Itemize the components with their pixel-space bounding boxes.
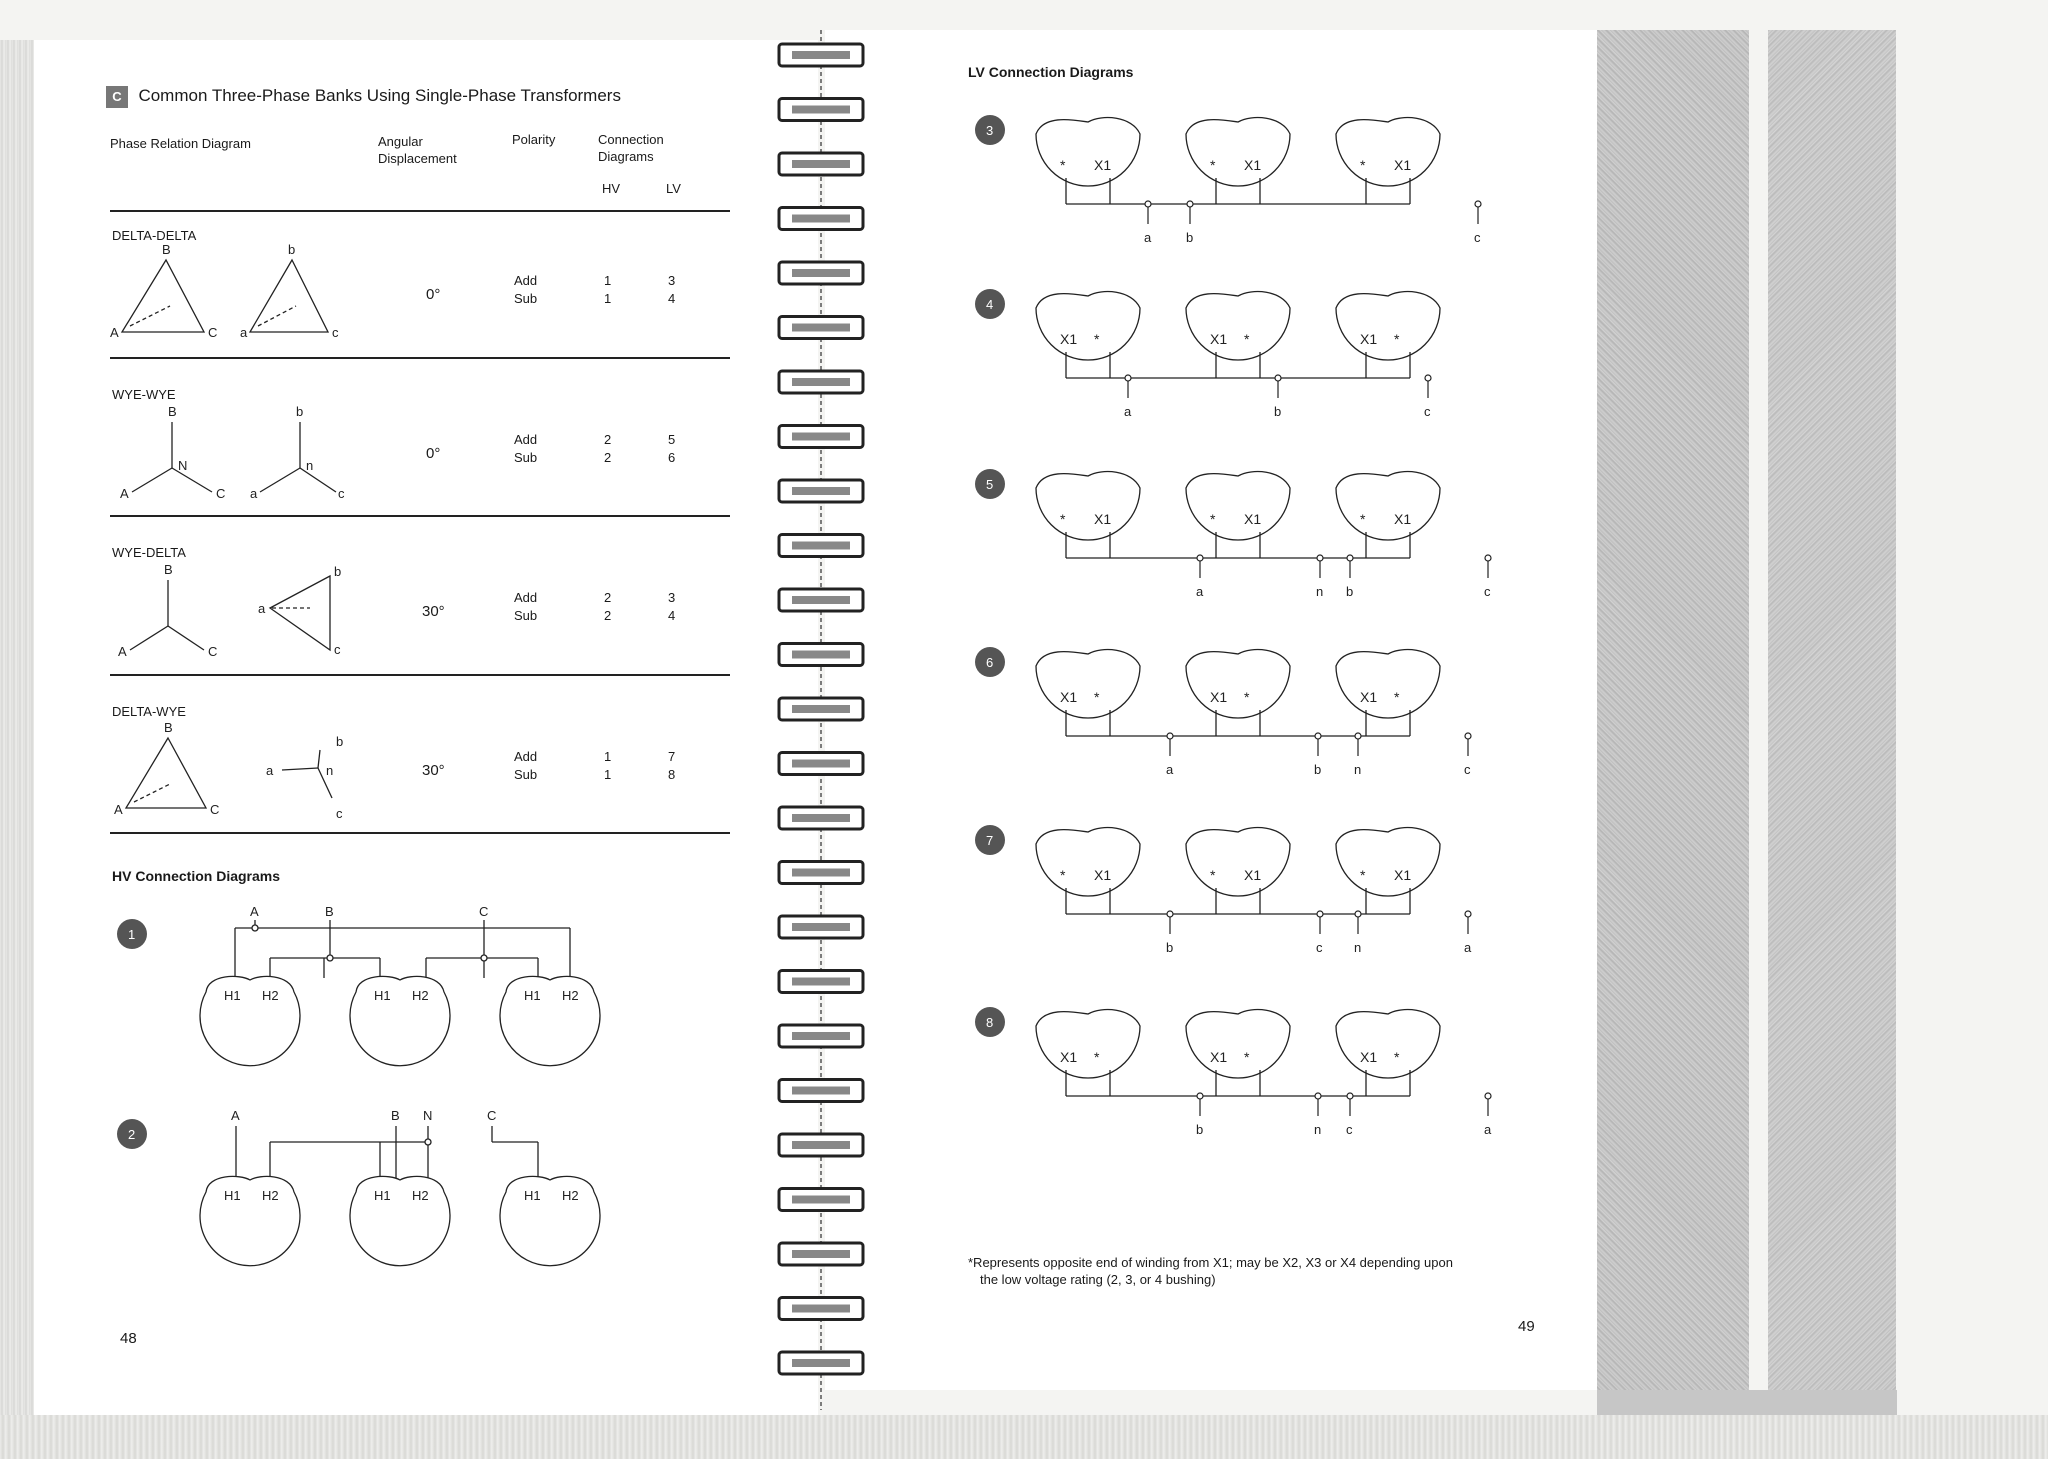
- polarity-sub: Sub: [514, 767, 538, 782]
- neutral-label: n: [326, 763, 334, 778]
- page-title: Common Three-Phase Banks Using Single-Phase Transformers: [138, 86, 621, 105]
- lv-value: 4: [668, 291, 676, 306]
- binding-ring-shadow: [792, 760, 850, 768]
- coil-label: H2: [412, 988, 429, 1003]
- terminal-label: b: [1314, 762, 1322, 777]
- bushing-label: X1: [1094, 867, 1112, 883]
- bushing-label: *: [1360, 157, 1366, 173]
- diagram-number: 5: [986, 477, 994, 492]
- lv-diagram-8: [968, 1000, 1492, 1170]
- terminal-label: A: [231, 1108, 240, 1123]
- bushing-label: *: [1244, 689, 1250, 705]
- binding-ring-shadow: [792, 1087, 850, 1095]
- hv-value: 1: [604, 749, 612, 764]
- vertex-label: A: [120, 486, 129, 501]
- row-name: WYE-WYE: [112, 387, 176, 402]
- hv-value: 1: [604, 273, 612, 288]
- diagram-number: 8: [986, 1015, 994, 1030]
- binding-ring-shadow: [792, 814, 850, 822]
- phase-diagram-wye-delta: [100, 558, 360, 668]
- spiral-binding: [776, 30, 866, 1410]
- scan-edge-bottom: [0, 1415, 2048, 1459]
- bushing-label: X1: [1060, 689, 1078, 705]
- lv-cell: [668, 589, 675, 625]
- hv-value: 1: [604, 291, 612, 306]
- angle-value: 0°: [426, 286, 441, 303]
- bushing-label: *: [1060, 867, 1066, 883]
- vertex-label: b: [336, 734, 344, 749]
- polarity-add: Add: [514, 432, 538, 447]
- bushing-label: X1: [1094, 157, 1112, 173]
- binding-ring-shadow: [792, 651, 850, 659]
- terminal-label: c: [1464, 762, 1471, 777]
- col-connection: Connection Diagrams: [598, 132, 664, 164]
- terminal-label: c: [1484, 584, 1491, 599]
- phase-diagram-delta-delta: [100, 240, 360, 345]
- hv-value: 2: [604, 450, 612, 465]
- lv-value: 7: [668, 749, 676, 764]
- lv-cell: [668, 748, 675, 784]
- polarity-sub: Sub: [514, 608, 538, 623]
- transformer-tank: [1186, 118, 1290, 186]
- vertex-label: B: [162, 242, 171, 257]
- transformer-tank: [1036, 650, 1140, 718]
- table-rule: [110, 210, 730, 212]
- polarity-cell: [514, 589, 537, 625]
- vertex-label: b: [296, 404, 304, 419]
- terminal-label: C: [479, 904, 489, 919]
- hv-cell: [604, 748, 611, 784]
- binding-ring-shadow: [792, 487, 850, 495]
- bushing-label: *: [1094, 689, 1100, 705]
- terminal-label: b: [1186, 230, 1194, 245]
- hv-heading: HV Connection Diagrams: [112, 868, 281, 884]
- binding-ring-shadow: [792, 596, 850, 604]
- coil-label: H1: [224, 1188, 241, 1203]
- transformer-tank: [1186, 828, 1290, 896]
- bushing-label: *: [1360, 867, 1366, 883]
- terminal-label: b: [1346, 584, 1354, 599]
- terminal-label: A: [250, 904, 259, 919]
- binding-ring-shadow: [792, 705, 850, 713]
- bushing-label: *: [1210, 867, 1216, 883]
- polarity-sub: Sub: [514, 450, 538, 465]
- page-number-left: 48: [120, 1330, 137, 1347]
- transformer-tank: [1036, 118, 1140, 186]
- polarity-add: Add: [514, 273, 538, 288]
- transformer-tank: [1336, 118, 1440, 186]
- col-hv: HV: [602, 181, 621, 196]
- bushing-label: *: [1244, 331, 1250, 347]
- binding-ring-shadow: [792, 378, 850, 386]
- hv-cell: [604, 272, 611, 308]
- binding-ring-shadow: [792, 1250, 850, 1258]
- terminal-label: a: [1166, 762, 1174, 777]
- terminal-label: n: [1314, 1122, 1322, 1137]
- table-rule: [110, 832, 730, 834]
- bushing-label: *: [1394, 1049, 1400, 1065]
- vertex-label: B: [164, 720, 173, 735]
- footnote-line: the low voltage rating (2, 3, or 4 bushing): [980, 1272, 1216, 1287]
- bushing-label: *: [1360, 511, 1366, 527]
- lv-cell: [668, 272, 675, 308]
- vertex-label: C: [210, 802, 220, 817]
- lv-diagram-6: [968, 640, 1471, 810]
- hv-value: 2: [604, 590, 612, 605]
- bushing-label: X1: [1394, 511, 1412, 527]
- polarity-add: Add: [514, 749, 538, 764]
- polarity-sub: Sub: [514, 291, 538, 306]
- transformer-tank: [1336, 292, 1440, 360]
- binding-ring-shadow: [792, 324, 850, 332]
- terminal-label: a: [1484, 1122, 1492, 1137]
- transformer-tank: [1036, 828, 1140, 896]
- lv-value: 8: [668, 767, 676, 782]
- lv-value: 4: [668, 608, 676, 623]
- transformer-tank: [1186, 292, 1290, 360]
- polarity-cell: [514, 431, 537, 467]
- lv-value: 3: [668, 273, 676, 288]
- bushing-label: X1: [1210, 689, 1228, 705]
- binding-ring-shadow: [792, 869, 850, 877]
- vertex-label: a: [240, 325, 248, 340]
- terminal-label: c: [1424, 404, 1431, 419]
- bushing-label: X1: [1060, 1049, 1078, 1065]
- angle-value: 30°: [422, 762, 445, 779]
- bushing-label: X1: [1244, 157, 1262, 173]
- hv-diagram-1: [110, 900, 630, 1070]
- phase-diagram-wye-wye: [100, 400, 360, 505]
- bushing-label: *: [1060, 511, 1066, 527]
- binding-ring-shadow: [792, 51, 850, 59]
- neutral-label: n: [306, 458, 314, 473]
- transformer-tank: [1336, 1010, 1440, 1078]
- lv-diagram-7: [968, 818, 1472, 988]
- scan-shadow-a: [1597, 30, 1749, 1435]
- table-rule: [110, 515, 730, 517]
- vertex-label: b: [334, 564, 342, 579]
- row-name: DELTA-DELTA: [112, 228, 197, 243]
- terminal-label: c: [1346, 1122, 1353, 1137]
- transformer-tank: [1186, 472, 1290, 540]
- binding-ring-shadow: [792, 106, 850, 114]
- row-name: DELTA-WYE: [112, 704, 186, 719]
- bushing-label: X1: [1360, 331, 1378, 347]
- bushing-label: *: [1210, 511, 1216, 527]
- transformer-tank: [1186, 1010, 1290, 1078]
- bushing-label: X1: [1094, 511, 1112, 527]
- bushing-label: X1: [1210, 331, 1228, 347]
- col-lv: LV: [666, 181, 681, 196]
- vertex-label: B: [168, 404, 177, 419]
- binding-ring-shadow: [792, 1141, 850, 1149]
- terminal-label: N: [423, 1108, 433, 1123]
- footnote: [968, 1254, 1453, 1288]
- vertex-label: b: [288, 242, 296, 257]
- terminal-label: a: [1464, 940, 1472, 955]
- row-name: WYE-DELTA: [112, 545, 186, 560]
- terminal-label: n: [1354, 762, 1362, 777]
- angle-value: 30°: [422, 603, 445, 620]
- terminal-label: n: [1316, 584, 1324, 599]
- terminal-label: b: [1274, 404, 1282, 419]
- binding-ring-shadow: [792, 978, 850, 986]
- coil-label: H1: [374, 1188, 391, 1203]
- coil-label: H2: [262, 1188, 279, 1203]
- transformer-tank: [1036, 1010, 1140, 1078]
- vertex-label: C: [216, 486, 226, 501]
- diagram-number: 4: [986, 297, 994, 312]
- bushing-label: X1: [1360, 1049, 1378, 1065]
- bushing-label: X1: [1244, 867, 1262, 883]
- transformer-tank: [1036, 472, 1140, 540]
- coil-label: H2: [562, 1188, 579, 1203]
- lv-diagram-3: [968, 108, 1481, 278]
- hv-value: 2: [604, 608, 612, 623]
- coil-label: H2: [262, 988, 279, 1003]
- terminal-label: B: [391, 1108, 400, 1123]
- lv-diagram-5: [968, 462, 1491, 632]
- transformer-tank: [1186, 650, 1290, 718]
- lv-cell: [668, 431, 675, 467]
- bushing-label: *: [1094, 331, 1100, 347]
- terminal-label: b: [1166, 940, 1174, 955]
- transformer-tank: [1336, 828, 1440, 896]
- bushing-label: *: [1094, 1049, 1100, 1065]
- polarity-cell: [514, 272, 537, 308]
- coil-label: H1: [524, 1188, 541, 1203]
- col-polarity: Polarity: [512, 132, 556, 147]
- binding-ring-shadow: [792, 923, 850, 931]
- transformer-tank: [1336, 472, 1440, 540]
- table-rule: [110, 357, 730, 359]
- col-angular: Angular Displacement: [378, 134, 457, 166]
- angle-value: 0°: [426, 445, 441, 462]
- page-number-right: 49: [1518, 1318, 1535, 1335]
- vertex-label: a: [250, 486, 258, 501]
- hv-cell: [604, 431, 611, 467]
- coil-label: H1: [524, 988, 541, 1003]
- coil-label: H1: [224, 988, 241, 1003]
- binding-ring-shadow: [792, 160, 850, 168]
- binding-ring-shadow: [792, 1305, 850, 1313]
- binding-ring-shadow: [792, 1032, 850, 1040]
- terminal-label: n: [1354, 940, 1362, 955]
- polarity-cell: [514, 748, 537, 784]
- hv-cell: [604, 589, 611, 625]
- bushing-label: X1: [1394, 867, 1412, 883]
- coil-label: H1: [374, 988, 391, 1003]
- terminal-label: C: [487, 1108, 497, 1123]
- bushing-label: *: [1244, 1049, 1250, 1065]
- terminal-label: c: [1474, 230, 1481, 245]
- lv-diagram-4: [968, 282, 1468, 452]
- terminal-label: c: [1316, 940, 1323, 955]
- binding-ring-shadow: [792, 269, 850, 277]
- phase-diagram-delta-wye: [100, 716, 360, 826]
- binding-ring-shadow: [792, 433, 850, 441]
- terminal-label: B: [325, 904, 334, 919]
- lv-value: 6: [668, 450, 676, 465]
- binding-ring-shadow: [792, 215, 850, 223]
- bushing-label: *: [1210, 157, 1216, 173]
- col-phase: Phase Relation Diagram: [110, 136, 251, 151]
- vertex-label: c: [332, 325, 339, 340]
- bushing-label: X1: [1360, 689, 1378, 705]
- hv-diagram-2: [110, 1100, 630, 1270]
- bushing-label: *: [1394, 331, 1400, 347]
- section-header: [106, 86, 621, 108]
- binding-ring-shadow: [792, 1359, 850, 1367]
- vertex-label: A: [114, 802, 123, 817]
- bushing-label: X1: [1210, 1049, 1228, 1065]
- bushing-label: *: [1394, 689, 1400, 705]
- bushing-label: *: [1060, 157, 1066, 173]
- scan-shadow-b: [1768, 30, 1896, 1435]
- vertex-label: C: [208, 644, 218, 659]
- vertex-label: C: [208, 325, 218, 340]
- bushing-label: X1: [1394, 157, 1412, 173]
- binding-ring-shadow: [792, 542, 850, 550]
- hv-value: 2: [604, 432, 612, 447]
- diagram-number: 2: [128, 1127, 136, 1142]
- bushing-label: X1: [1060, 331, 1078, 347]
- binding-ring-shadow: [792, 1196, 850, 1204]
- bushing-label: X1: [1244, 511, 1262, 527]
- neutral-label: N: [178, 458, 188, 473]
- lv-value: 5: [668, 432, 676, 447]
- diagram-number: 1: [128, 927, 136, 942]
- vertex-label: B: [164, 562, 173, 577]
- polarity-add: Add: [514, 590, 538, 605]
- diagram-number: 6: [986, 655, 994, 670]
- hv-value: 1: [604, 767, 612, 782]
- vertex-label: a: [258, 601, 266, 616]
- terminal-label: a: [1144, 230, 1152, 245]
- section-badge: C: [106, 86, 128, 108]
- transformer-tank: [1336, 650, 1440, 718]
- footnote-line: *Represents opposite end of winding from X1; may be X2, X3 or X4 depending upon: [968, 1255, 1453, 1270]
- scan-edge-left: [0, 40, 34, 1420]
- lv-heading: LV Connection Diagrams: [968, 64, 1134, 80]
- table-rule: [110, 674, 730, 676]
- terminal-label: a: [1196, 584, 1204, 599]
- vertex-label: A: [110, 325, 119, 340]
- transformer-tank: [1036, 292, 1140, 360]
- coil-label: H2: [562, 988, 579, 1003]
- vertex-label: c: [338, 486, 345, 501]
- coil-label: H2: [412, 1188, 429, 1203]
- lv-value: 3: [668, 590, 676, 605]
- vertex-label: c: [334, 642, 341, 657]
- vertex-label: c: [336, 806, 343, 821]
- diagram-number: 3: [986, 123, 994, 138]
- terminal-label: b: [1196, 1122, 1204, 1137]
- terminal-label: a: [1124, 404, 1132, 419]
- vertex-label: A: [118, 644, 127, 659]
- diagram-number: 7: [986, 833, 994, 848]
- vertex-label: a: [266, 763, 274, 778]
